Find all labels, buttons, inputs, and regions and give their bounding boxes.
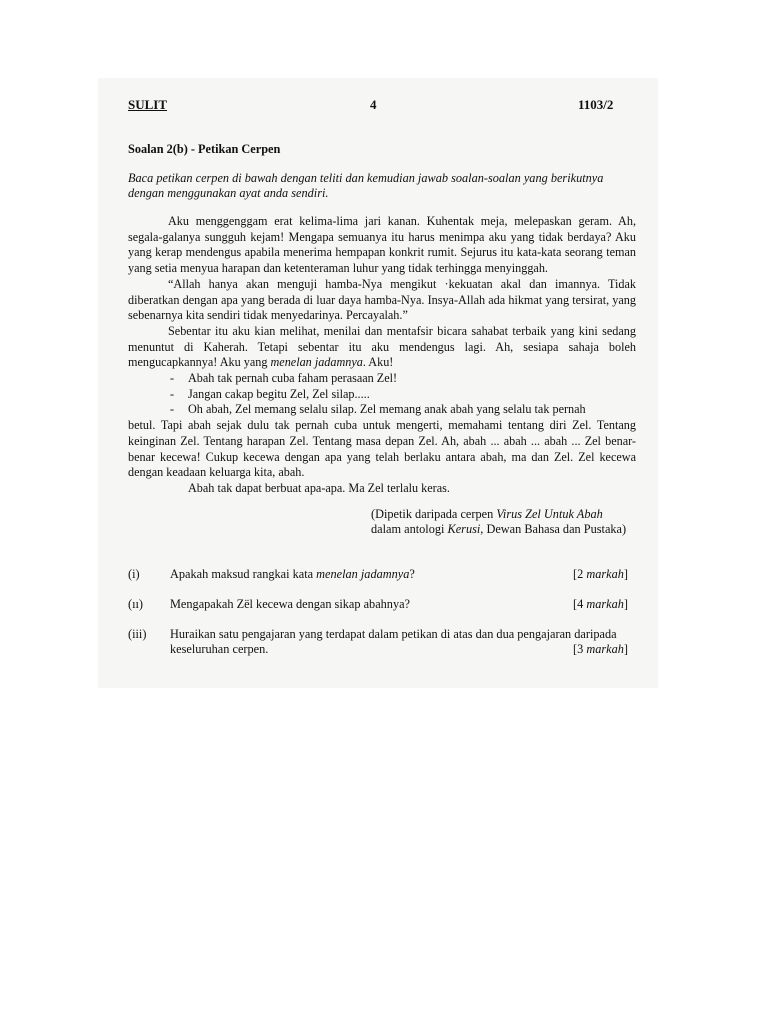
passage-p3-end: . Aku! [362, 355, 394, 370]
question-1-marks-num: 2 [577, 567, 584, 581]
question-3-marks: [3 markah] [572, 642, 628, 656]
dialogue-text-1: Abah tak pernah cuba faham perasaan Zel! [188, 371, 398, 386]
passage-paragraph-4: betul. Tapi abah sejak dulu tak pernah cuba untuk mengerti, memahami tentang diri Zel. Tentang keinginan Zel. Tentang harapan Zel. Tentang masa depan Zel. Ah, abah ... abah ... abah ... Zel benar-benar kecewa! Cukup kecewa dengan apa yang telah berlaku antara abah, ma dan Zel. Zel kecewa dengan keadaan keluarga kita, abah. [128, 418, 636, 480]
dialogue-line-3: - Oh abah, Zel memang selalu silap. Zel memang anak abah yang selalu tak pernah [170, 402, 586, 417]
question-1-text-end: ? [409, 567, 415, 581]
question-1-marks: [2 markah] [572, 567, 628, 581]
source-line-2 [371, 522, 626, 537]
question-2-number: (ıı) [128, 597, 144, 611]
section-title [128, 142, 280, 157]
question-3-number: (iii) [128, 627, 147, 641]
passage-paragraph-1: Aku menggenggam erat kelima-lima jari kanan. Kuhentak meja, melepaskan geram. Ah, segala-galanya sungguh kejam! Mengapa semuanya itu harus menimpa aku yang tidak berdaya? Aku yang kerap mendengus apabila menerima hempapan konkrit rumit. Sejurus itu kata-kata seorang teman yang setia menyua harapan dan ketenteraman luhur yang tidak terhingga menyinggah. [128, 214, 636, 276]
source-anthology-title: Kerusi [447, 522, 481, 536]
question-1-italic-phrase: menelan jadamnya [316, 567, 410, 581]
passage-p3-text: Sebentar itu aku kian melihat, menilai dan mentafsir bicara sahabat terbaik yang kini sedang menuntut di Kaherah. Tetapi sebentar itu aku mendengus lagi. Ah, sesiapa sahaja boleh mengucapkannya! Aku yang [128, 323, 636, 370]
question-2-marks-word: markah [586, 597, 624, 611]
question-3-text-line-1: Huraikan satu pengajaran yang terdapat dalam petikan di atas dan dua pengajaran daripada [170, 627, 617, 641]
dialogue-text-3: Oh abah, Zel memang selalu silap. Zel memang anak abah yang selalu tak pernah [188, 402, 586, 417]
instruction-line-1: Baca petikan cerpen di bawah dengan teliti dan kemudian jawab soalan-soalan yang berikutnya [128, 171, 604, 185]
page-number: 4 [370, 97, 377, 112]
source-story-title: Virus Zel Untuk Abah [496, 507, 603, 521]
passage-p3-italic: menelan jadamnya [270, 355, 363, 370]
question-2-marks: [4 markah] [572, 597, 628, 611]
instruction-line-2: dengan menggunakan ayat anda sendiri. [128, 186, 329, 200]
passage-paragraph-5: Abah tak dapat berbuat apa-apa. Ma Zel terlalu keras. [188, 480, 450, 495]
question-1-number: (i) [128, 567, 140, 581]
passage-paragraph-2: “Allah hanya akan menguji hamba-Nya mengikut ·kekuatan akal dan imannya. Tidak diberatkan dengan apa yang berada di luar daya hamba-Nya. Insya-Allah ada hikmat yang tersirat, yang sebenarnya kita sendiri tidak menyedarinya. Percayalah.” [128, 276, 636, 323]
source-publisher: , Dewan Bahasa dan Pustaka) [480, 522, 627, 536]
source-anthology-prefix: dalam antologi [371, 522, 448, 536]
section-title-text: Soalan 2(b) - Petikan Cerpen [128, 142, 281, 156]
question-3-marks-num: 3 [577, 642, 584, 656]
dialogue-line-2: - Jangan cakap begitu Zel, Zel silap..... [170, 386, 370, 401]
question-1-text [170, 567, 636, 582]
dialogue-text-2: Jangan cakap begitu Zel, Zel silap..... [188, 386, 370, 401]
source-line-1 [371, 507, 603, 522]
story-passage [128, 214, 636, 497]
question-3-text-line-2: keseluruhan cerpen. [170, 642, 269, 656]
dialogue-line-1: - Abah tak pernah cuba faham perasaan Zel! [170, 371, 398, 386]
question-2-marks-num: 4 [577, 597, 584, 611]
question-3-marks-word: markah [586, 642, 624, 656]
paper-code: 1103/2 [578, 97, 614, 112]
question-1-text-start: Apakah maksud rangkai kata [170, 567, 317, 581]
classification-label: SULIT [128, 97, 168, 112]
source-prefix: (Dipetik daripada cerpen [371, 507, 497, 521]
question-1-marks-word: markah [586, 567, 624, 581]
question-2-text: Mengapakah Zël kecewa dengan sikap abahnya? [170, 597, 411, 611]
passage-paragraph-3 [128, 324, 636, 371]
